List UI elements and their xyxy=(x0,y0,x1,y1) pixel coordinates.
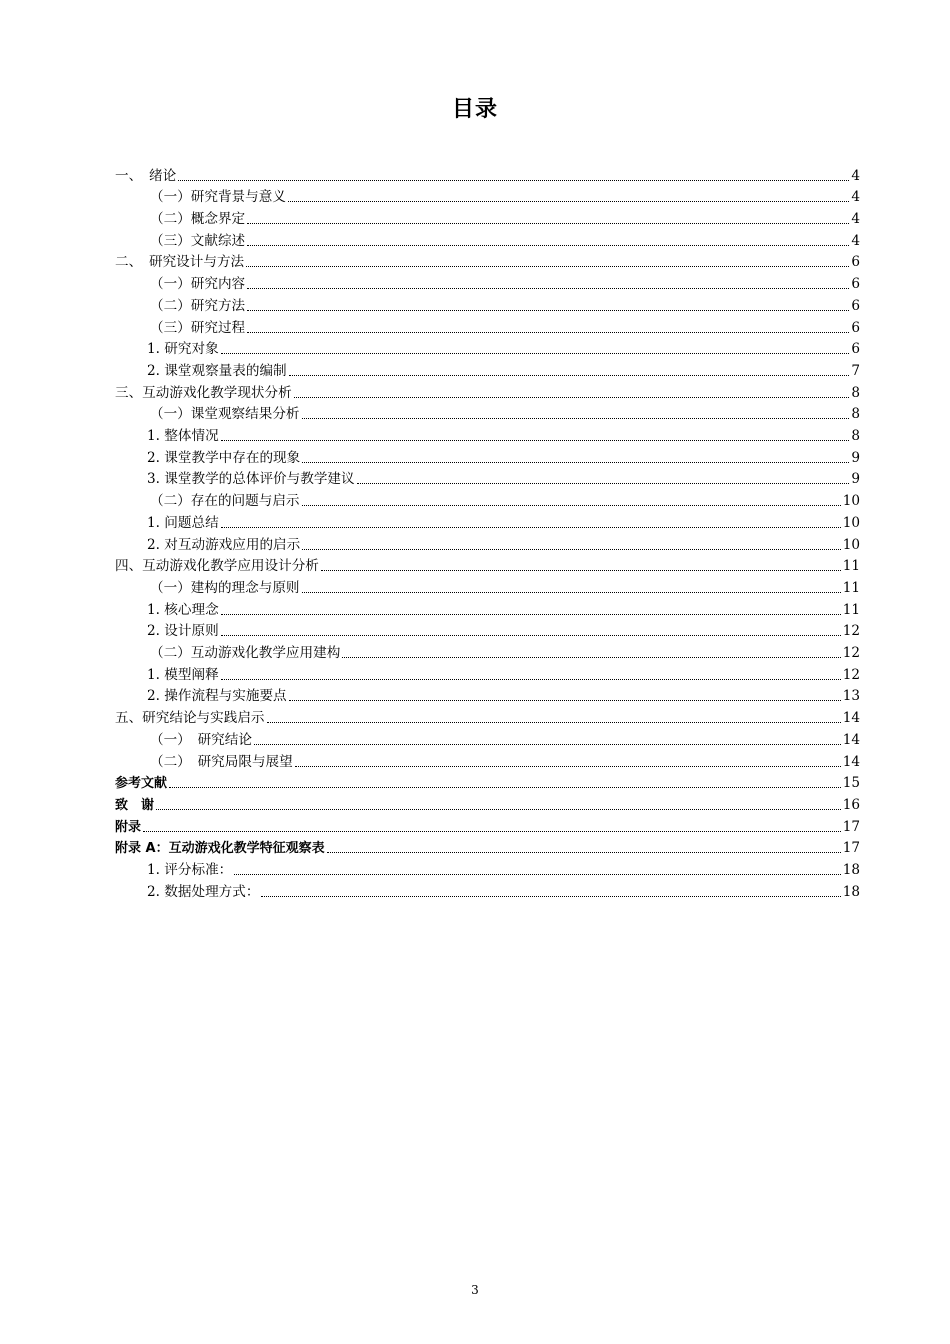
toc-entry[interactable] xyxy=(150,489,860,511)
toc-entry-label: 2. 操作流程与实施要点 xyxy=(147,688,287,705)
dot-leader xyxy=(246,266,849,267)
dot-leader xyxy=(234,874,840,875)
toc-entry-page: 10 xyxy=(842,514,860,531)
toc-entry[interactable] xyxy=(150,727,860,749)
toc-entry-page: 9 xyxy=(851,449,860,466)
dot-leader xyxy=(267,722,841,723)
toc-entry-label: 1. 模型阐释 xyxy=(147,666,219,683)
toc-entry-page: 4 xyxy=(851,167,860,184)
dot-leader xyxy=(169,787,841,788)
toc-entry-page: 12 xyxy=(842,645,860,662)
toc-entry[interactable] xyxy=(147,423,860,445)
toc-entry[interactable] xyxy=(115,771,860,793)
dot-leader xyxy=(247,288,849,289)
dot-leader xyxy=(221,635,841,636)
toc-entry[interactable] xyxy=(115,554,860,576)
toc-entry[interactable] xyxy=(150,272,860,294)
toc-entry[interactable] xyxy=(150,206,860,228)
toc-entry-page: 8 xyxy=(851,406,860,423)
toc-entry-page: 12 xyxy=(842,666,860,683)
toc-entry[interactable] xyxy=(147,510,860,532)
toc-entry[interactable] xyxy=(147,532,860,554)
toc-entry-page: 14 xyxy=(842,731,860,748)
toc-entry-label: （二）概念界定 xyxy=(150,211,246,228)
dot-leader xyxy=(261,896,840,897)
dot-leader xyxy=(302,505,841,506)
toc-entry-label: 五、研究结论与实践启示 xyxy=(115,710,265,727)
toc-entry-page: 11 xyxy=(842,579,860,596)
toc-entry[interactable] xyxy=(115,836,860,858)
dot-leader xyxy=(178,180,849,181)
toc-entry-page: 4 xyxy=(851,189,860,206)
toc-entry-label: （一） 研究结论 xyxy=(150,731,252,748)
toc-entry-page: 17 xyxy=(842,818,860,835)
toc-entry[interactable] xyxy=(150,228,860,250)
dot-leader xyxy=(302,592,841,593)
dot-leader xyxy=(289,375,850,376)
dot-leader xyxy=(302,418,850,419)
page-number: 3 xyxy=(471,1283,479,1297)
toc-entry[interactable] xyxy=(115,792,860,814)
toc-entry-page: 4 xyxy=(851,232,860,249)
toc-entry-label: （一）课堂观察结果分析 xyxy=(150,406,300,423)
dot-leader xyxy=(254,744,841,745)
toc-entry-label: 2. 课堂观察量表的编制 xyxy=(147,362,287,379)
toc-entry[interactable] xyxy=(150,293,860,315)
toc-entry-page: 14 xyxy=(842,753,860,770)
toc-entry[interactable] xyxy=(150,315,860,337)
dot-leader xyxy=(156,809,841,810)
toc-entry-page: 7 xyxy=(851,362,860,379)
toc-entry-page: 10 xyxy=(842,493,860,510)
toc-entry-label: （三）文献综述 xyxy=(150,232,246,249)
dot-leader xyxy=(327,852,841,853)
toc-entry-label: （二）研究方法 xyxy=(150,297,246,314)
toc-entry[interactable] xyxy=(150,402,860,424)
toc-entry[interactable] xyxy=(115,814,860,836)
toc-entry-page: 4 xyxy=(851,211,860,228)
dot-leader xyxy=(357,483,850,484)
toc-entry[interactable] xyxy=(150,640,860,662)
toc-entry[interactable] xyxy=(147,857,860,879)
toc-entry-label: 附录 A：互动游戏化教学特征观察表 xyxy=(115,841,325,857)
toc-entry-page: 11 xyxy=(842,601,860,618)
toc-entry-page: 6 xyxy=(851,276,860,293)
toc-entry-page: 18 xyxy=(842,862,860,879)
dot-leader xyxy=(302,462,849,463)
dot-leader xyxy=(288,201,849,202)
toc-entry[interactable] xyxy=(115,250,860,272)
toc-entry[interactable] xyxy=(115,380,860,402)
toc-entry-label: 1. 研究对象 xyxy=(147,341,219,358)
toc-entry[interactable] xyxy=(150,575,860,597)
toc-entry-page: 12 xyxy=(842,623,860,640)
dot-leader xyxy=(247,245,849,246)
toc-entry-label: 二、 研究设计与方法 xyxy=(115,254,245,271)
dot-leader xyxy=(247,332,849,333)
toc-entry[interactable] xyxy=(115,706,860,728)
toc-entry-label: （一）研究背景与意义 xyxy=(150,189,286,206)
toc-entry-label: （一）建构的理念与原则 xyxy=(150,579,300,596)
toc-entry-label: 1. 整体情况 xyxy=(147,428,219,445)
toc-entry-label: 致 谢 xyxy=(115,797,155,813)
toc-entry-page: 6 xyxy=(851,297,860,314)
dot-leader xyxy=(221,440,850,441)
dot-leader xyxy=(342,657,840,658)
dot-leader xyxy=(247,310,849,311)
toc-entry-label: 参考文献 xyxy=(115,776,168,792)
toc-entry-page: 8 xyxy=(851,428,860,445)
toc-entry-label: （一）研究内容 xyxy=(150,276,246,293)
dot-leader xyxy=(221,679,841,680)
dot-leader xyxy=(143,831,841,832)
toc-entry-page: 14 xyxy=(842,710,860,727)
toc-entry-label: （二）互动游戏化教学应用建构 xyxy=(150,645,341,662)
toc-entry-label: （二）存在的问题与启示 xyxy=(150,493,300,510)
toc-entry[interactable] xyxy=(147,662,860,684)
toc-entry-label: 三、互动游戏化教学现状分析 xyxy=(115,384,292,401)
dot-leader xyxy=(289,700,841,701)
toc-entry-page: 6 xyxy=(851,319,860,336)
toc-entry[interactable] xyxy=(147,337,860,359)
toc-entry-label: 一、 绪论 xyxy=(115,167,177,184)
toc-entry-label: 1. 问题总结 xyxy=(147,514,219,531)
dot-leader xyxy=(247,223,849,224)
toc-title: 目录 xyxy=(451,97,498,122)
toc-entry-label: 1. 核心理念 xyxy=(147,601,219,618)
toc-entry-label: 1. 评分标准： xyxy=(147,862,233,879)
dot-leader xyxy=(295,766,841,767)
toc-entry-page: 15 xyxy=(842,775,860,792)
dot-leader xyxy=(294,397,850,398)
toc-entry-page: 10 xyxy=(842,536,860,553)
toc-entry-page: 11 xyxy=(842,558,860,575)
toc-entry[interactable] xyxy=(147,467,860,489)
toc-entry[interactable] xyxy=(150,185,860,207)
toc-entry-page: 17 xyxy=(842,840,860,857)
toc-entry-label: 2. 课堂教学中存在的现象 xyxy=(147,449,301,466)
toc-entry-page: 6 xyxy=(851,341,860,358)
toc-entry-page: 6 xyxy=(851,254,860,271)
toc-entry-page: 9 xyxy=(851,471,860,488)
toc-entry[interactable] xyxy=(150,749,860,771)
toc-entry[interactable] xyxy=(147,597,860,619)
toc-entry[interactable] xyxy=(147,879,860,901)
toc-entry-label: 2. 对互动游戏应用的启示 xyxy=(147,536,301,553)
toc-entry-label: （二） 研究局限与展望 xyxy=(150,753,293,770)
toc-entry-page: 18 xyxy=(842,883,860,900)
toc-entry-page: 8 xyxy=(851,384,860,401)
dot-leader xyxy=(221,353,850,354)
toc-entry-label: 2. 设计原则 xyxy=(147,623,219,640)
toc-entry[interactable] xyxy=(147,684,860,706)
toc-entry[interactable] xyxy=(147,358,860,380)
toc-entry-label: 3. 课堂教学的总体评价与教学建议 xyxy=(147,471,355,488)
toc-entry[interactable] xyxy=(147,445,860,467)
toc-entry-label: 四、互动游戏化教学应用设计分析 xyxy=(115,558,319,575)
toc-entry-label: 附录 xyxy=(115,819,142,835)
toc-entry-label: 2. 数据处理方式： xyxy=(147,883,260,900)
dot-leader xyxy=(221,614,841,615)
toc-entry[interactable] xyxy=(115,163,860,185)
dot-leader xyxy=(221,527,841,528)
dot-leader xyxy=(321,570,841,571)
toc-entry[interactable] xyxy=(147,619,860,641)
toc-entry-page: 16 xyxy=(842,796,860,813)
dot-leader xyxy=(302,549,840,550)
toc-entry-page: 13 xyxy=(842,688,860,705)
toc-entry-label: （三）研究过程 xyxy=(150,319,246,336)
